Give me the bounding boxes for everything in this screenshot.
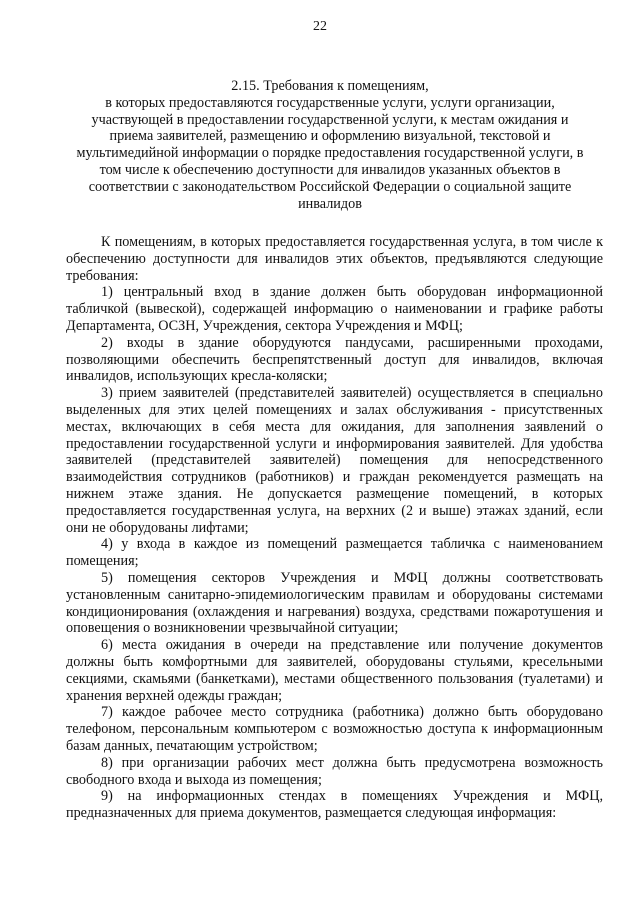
heading-line: 2.15. Требования к помещениям, [231, 78, 429, 94]
requirement-item-3: 3) прием заявителей (представителей заявителей) осуществляется в специально выделенных для этих целей помещениях и залах обслуживания - присутственных местах, включающих в себя места для ожидания, для заполнения заявлений о предоставлении государственной услуги и информирования заявителей. Для удобства заявителей (представителей заявителей) помещения для непосредственного взаимодействия сотрудников (работников) и граждан рекомендуется размещать на нижнем этаже здания. Не допускается размещение помещений, в которых предоставляется государственная услуга, на верхних (2 и выше) этажах зданий, если они не оборудованы лифтами; [66, 385, 603, 536]
heading-line: участвующей в предоставлении государственной услуги, к местам ожидания и [91, 111, 569, 128]
requirement-item-1: 1) центральный вход в здание должен быть оборудован информационной табличкой (вывеской), содержащей информацию о наименовании и графике работы Департамента, ОСЗН, Учреждения, сектора Учреждения и МФЦ; [66, 284, 603, 334]
heading-line: приема заявителей, размещению и оформлению визуальной, текстовой и [109, 128, 551, 145]
requirement-item-2: 2) входы в здание оборудуются пандусами, расширенными проходами, позволяющими обеспечить беспрепятственный доступ для инвалидов, включая инвалидов, использующих кресла-коляски; [66, 334, 603, 385]
heading-line: соответствии с законодательством Российской Федерации о социальной защите [88, 178, 572, 195]
heading-line: том числе к обеспечению доступности для инвалидов указанных объектов в [99, 161, 561, 178]
heading-line: мультимедийной информации о порядке предоставления государственной услуги, в [76, 145, 584, 162]
requirement-item-6: 6) места ожидания в очереди на представление или получение документов должны быть комфортными для заявителей, оборудованы стульями, кресельными секциями, скамьями (банкетками), местами общественного пользования (туалетами) и хранения верхней одежды граждан; [66, 637, 603, 704]
requirement-item-9: 9) на информационных стендах в помещениях Учреждения и МФЦ, предназначенных для приема документов, размещается следующая информация: [66, 788, 603, 822]
page-number: 22 [313, 19, 327, 34]
heading-line: инвалидов [298, 195, 362, 212]
heading-line: в которых предоставляются государственные услуги, услуги организации, [105, 94, 555, 111]
requirement-item-8: 8) при организации рабочих мест должна быть предусмотрена возможность свободного входа и выхода из помещения; [66, 754, 603, 788]
requirement-item-5: 5) помещения секторов Учреждения и МФЦ должны соответствовать установленным санитарно-эпидемиологическим правилам и оборудованы системами кондиционирования (охлаждения и нагревания) воздуха, средствами пожаротушения и оповещения о возникновении чрезвычайной ситуации; [66, 569, 603, 637]
requirement-item-7: 7) каждое рабочее место сотрудника (работника) должно быть оборудовано телефоном, персональным компьютером с возможностью доступа к информационным базам данных, печатающим устройством; [66, 704, 603, 754]
document-body [66, 234, 603, 822]
intro-paragraph: К помещениям, в которых предоставляется государственная услуга, в том числе к обеспечению доступности для инвалидов этих объектов, предъявляются следующие требования: [66, 234, 603, 284]
requirement-item-4: 4) у входа в каждое из помещений размещается табличка с наименованием помещения; [66, 536, 603, 570]
section-heading [60, 78, 600, 212]
